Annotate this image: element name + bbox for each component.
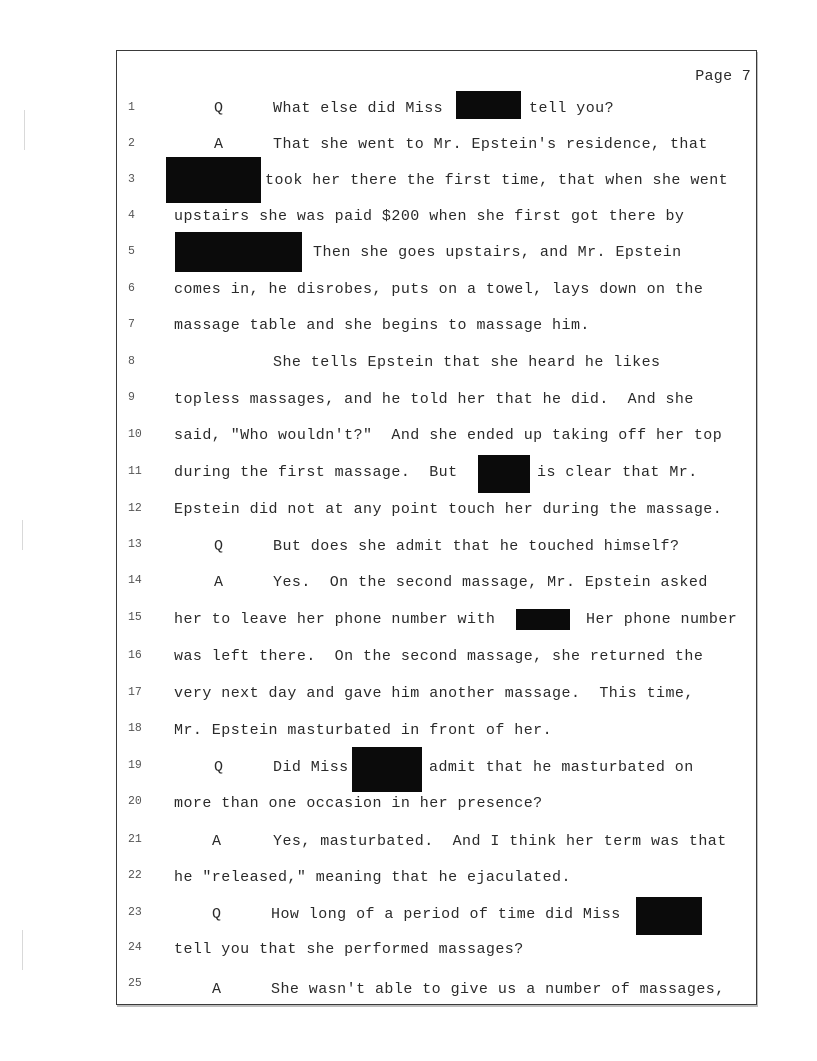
line-number: 19 bbox=[128, 759, 142, 772]
redaction-box bbox=[166, 157, 261, 203]
line-number: 4 bbox=[128, 209, 135, 222]
speaker-marker: Q bbox=[214, 538, 224, 555]
transcript-text: tell you? bbox=[529, 100, 615, 117]
line-number: 12 bbox=[128, 502, 142, 515]
redaction-box bbox=[478, 455, 530, 493]
scan-artifact bbox=[22, 520, 23, 550]
line-number: 2 bbox=[128, 137, 135, 150]
transcript-text: more than one occasion in her presence? bbox=[174, 795, 543, 812]
transcript-text: Her phone number bbox=[586, 611, 738, 628]
line-number: 13 bbox=[128, 538, 142, 551]
transcript-text: Yes. On the second massage, Mr. Epstein asked bbox=[273, 574, 708, 591]
redaction-box bbox=[636, 897, 702, 935]
speaker-marker: Q bbox=[214, 759, 224, 776]
transcript-text: topless massages, and he told her that he did. And she bbox=[174, 391, 694, 408]
line-number: 21 bbox=[128, 833, 142, 846]
line-number: 24 bbox=[128, 941, 142, 954]
transcript-text: Did Miss bbox=[273, 759, 349, 776]
transcript-text: very next day and gave him another massage. This time, bbox=[174, 685, 694, 702]
line-number: 5 bbox=[128, 245, 135, 258]
transcript-text: That she went to Mr. Epstein's residence, that bbox=[273, 136, 708, 153]
transcript-text: he "released," meaning that he ejaculated. bbox=[174, 869, 571, 886]
transcript-text: massage table and she begins to massage him. bbox=[174, 317, 590, 334]
transcript-text: She wasn't able to give us a number of massages, bbox=[271, 981, 725, 998]
transcript-text: admit that he masturbated on bbox=[429, 759, 694, 776]
transcript-text: said, "Who wouldn't?" And she ended up taking off her top bbox=[174, 427, 723, 444]
transcript-text: What else did Miss bbox=[273, 100, 444, 117]
line-number: 3 bbox=[128, 173, 135, 186]
redaction-box bbox=[516, 609, 570, 630]
transcript-text: Mr. Epstein masturbated in front of her. bbox=[174, 722, 553, 739]
line-number: 15 bbox=[128, 611, 142, 624]
speaker-marker: A bbox=[214, 136, 224, 153]
transcript-text: was left there. On the second massage, she returned the bbox=[174, 648, 704, 665]
transcript-text: How long of a period of time did Miss bbox=[271, 906, 621, 923]
line-number: 9 bbox=[128, 391, 135, 404]
line-number: 17 bbox=[128, 686, 142, 699]
redaction-box bbox=[456, 91, 521, 119]
speaker-marker: Q bbox=[212, 906, 222, 923]
line-number: 11 bbox=[128, 465, 142, 478]
speaker-marker: Q bbox=[214, 100, 224, 117]
line-number: 1 bbox=[128, 101, 135, 114]
line-number: 7 bbox=[128, 318, 135, 331]
line-number: 8 bbox=[128, 355, 135, 368]
speaker-marker: A bbox=[212, 833, 222, 850]
line-number: 22 bbox=[128, 869, 142, 882]
transcript-text: upstairs she was paid $200 when she first got there by bbox=[174, 208, 685, 225]
transcript-text: tell you that she performed massages? bbox=[174, 941, 524, 958]
line-number: 20 bbox=[128, 795, 142, 808]
redaction-box bbox=[175, 232, 302, 272]
scan-artifact bbox=[24, 110, 25, 150]
page-number: Page 7 bbox=[695, 68, 751, 85]
line-number: 14 bbox=[128, 574, 142, 587]
transcript-text: took her there the first time, that when she went bbox=[265, 172, 729, 189]
transcript-text: Epstein did not at any point touch her during the massage. bbox=[174, 501, 723, 518]
line-number: 25 bbox=[128, 977, 142, 990]
speaker-marker: A bbox=[214, 574, 224, 591]
line-number: 23 bbox=[128, 906, 142, 919]
speaker-marker: A bbox=[212, 981, 222, 998]
redaction-box bbox=[352, 747, 422, 792]
transcript-text: But does she admit that he touched himself? bbox=[273, 538, 680, 555]
transcript-text: Then she goes upstairs, and Mr. Epstein bbox=[313, 244, 682, 261]
line-number: 10 bbox=[128, 428, 142, 441]
transcript-text: Yes, masturbated. And I think her term was that bbox=[273, 833, 727, 850]
transcript-text: She tells Epstein that she heard he likes bbox=[273, 354, 661, 371]
line-number: 18 bbox=[128, 722, 142, 735]
line-number: 16 bbox=[128, 649, 142, 662]
transcript-text: comes in, he disrobes, puts on a towel, lays down on the bbox=[174, 281, 704, 298]
transcript-text: is clear that Mr. bbox=[537, 464, 698, 481]
line-number: 6 bbox=[128, 282, 135, 295]
transcript-text: her to leave her phone number with bbox=[174, 611, 496, 628]
transcript-text: during the first massage. But bbox=[174, 464, 458, 481]
scan-artifact bbox=[22, 930, 23, 970]
